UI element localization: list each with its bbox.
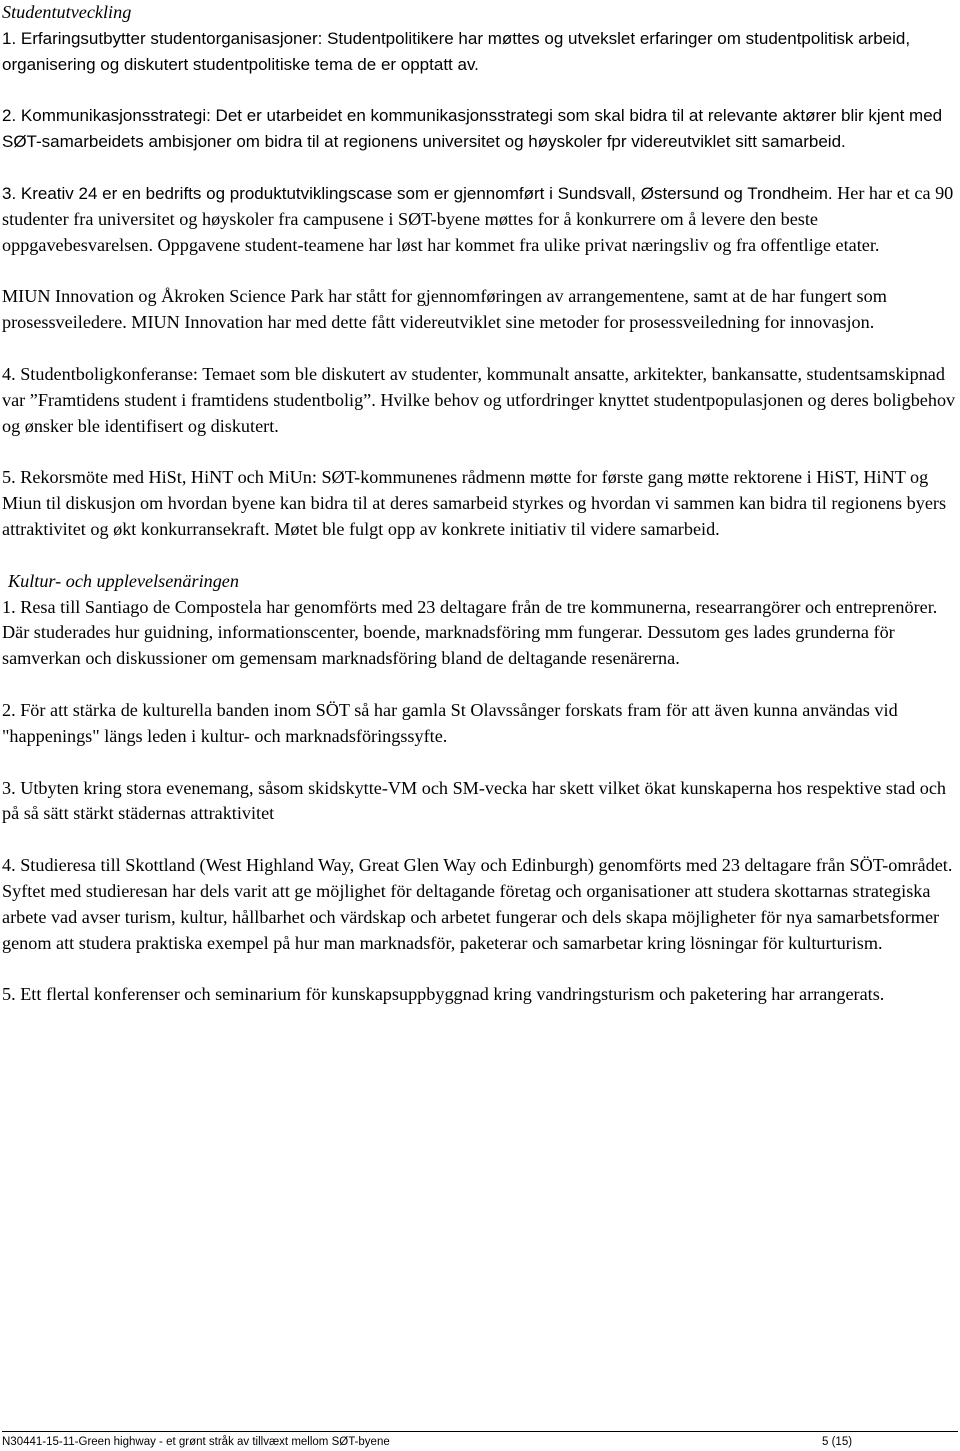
- paragraph-text: 4. Studentboligkonferanse: Temaet som ble diskutert av studenter, kommunalt ansatte, arkitekter, bankansatte, studentsamskipnad var ”Framtidens student i framtidens studentbolig”. Hvilke behov og utfordringer knyttet studentpopulasjonen og deres boligbehov og ønsker ble identifisert og diskutert.: [2, 363, 956, 436]
- footer-document-reference: N30441-15-11-Green highway - et grønt stråk av tillvæxt mellom SØT-byene: [2, 1436, 390, 1448]
- paragraph-text: 5. Rekorsmöte med HiSt, HiNT och MiUn: SØT-kommunenes rådmenn møtte for første gang møtte rektorene i HiST, HiNT og Miun til diskusjon om hvordan byene kan bidra til at deres samarbeid styrkes og hvordan vi sammen kan bidra til regionens byers attraktivitet og økt konkurransekraft. Møtet ble fulgt opp av konkrete initiativ til videre samarbeid.: [2, 467, 947, 539]
- document-body: [2, 0, 958, 1008]
- paragraph-student-miun: [2, 284, 958, 336]
- paragraph-text: 2. För att stärka de kulturella banden inom SÖT så har gamla St Olavssånger forskats fram för att även kunna användas vid "happenings" längs leden i kultur- och marknadsföringssyfte.: [2, 699, 898, 746]
- paragraph-student-1: [2, 26, 958, 78]
- section-title-studentutveckling: Studentutveckling: [2, 2, 132, 22]
- paragraph-kultur-5: [2, 982, 958, 1008]
- paragraph-student-3: [2, 181, 958, 258]
- footer-page-number: 5 (15): [822, 1436, 853, 1448]
- section-title-kultur: Kultur- och upplevelsenäringen: [8, 570, 239, 591]
- paragraph-text-serif: Her har et ca 90 studenter fra universitet og høyskoler fra campusene i SØT-byene møttes for å konkurrere om å levere den beste oppgavebesvarelsen. Oppgavene student-teamene har løst har kommet fra ulike privat næringsliv og fra offentlige etater.: [2, 182, 954, 255]
- paragraph-student-2: [2, 103, 958, 155]
- paragraph-text: 1. Resa till Santiago de Compostela har genomförts med 23 deltagare från de tre kommunerna, researrangörer och entreprenörer. Där studerades hur guidning, informationscenter, boende, marknadsföring mm fungerar. Dessutom ges lades grunderna för samverkan och diskussioner om gemensam marknadsföring bland de deltagande resenärerna.: [2, 596, 938, 669]
- paragraph-student-5: [2, 465, 958, 542]
- paragraph-text: 4. Studieresa till Skottland (West Highland Way, Great Glen Way och Edinburgh) genomförts med 23 deltagare från SÖT-området. Syftet med studieresan har dels varit att ge möjlighet för deltagande företag och organisationer att studera skottarnas strategiska arbete vad avser turism, kultur, hållbarhet och värdskap och arbetet fungerar och dels skapa möjligheter för nya samarbetsformer genom att studera praktiska exempel på hur man marknadsför, paketerar och samarbetar kring lösningar för kulturturism.: [2, 855, 953, 953]
- paragraph-kultur-3: [2, 776, 958, 828]
- paragraph-student-4: [2, 362, 958, 439]
- paragraph-text: 5. Ett flertal konferenser och seminarium för kunskapsuppbyggnad kring vandringsturism och paketering har arrangerats.: [2, 984, 885, 1005]
- page-footer: [2, 1431, 958, 1448]
- paragraph-text: 1. Erfaringsutbytter studentorganisasjoner: Studentpolitikere har møttes og utvekslet erfaringer om studentpolitisk arbeid, organisering og diskutert studentpolitiske tema de er opptatt av.: [2, 28, 911, 74]
- paragraph-text: MIUN Innovation og Åkroken Science Park har stått for gjennomføringen av arrangementene, samt at de har fungert som prosessveiledere. MIUN Innovation har med dette fått videreutviklet sine metoder for prosessveiledning for innovasjon.: [2, 286, 887, 333]
- paragraph-text: 3. Utbyten kring stora evenemang, såsom skidskytte-VM och SM-vecka har skett vilket ökat kunskaperna hos respektive stad och på så sätt stärkt städernas attraktivitet: [2, 777, 947, 824]
- paragraph-text: 2. Kommunikasjonsstrategi: Det er utarbeidet en kommunikasjonsstrategi som skal bidra til at relevante aktører blir kjent med SØT-samarbeidets ambisjoner om bidra til at regionens universitet og høyskoler fpr videreutviklet sitt samarbeid.: [2, 106, 943, 152]
- paragraph-kultur-1: [2, 595, 958, 672]
- paragraph-kultur-2: [2, 698, 958, 750]
- paragraph-kultur-4: [2, 853, 958, 956]
- paragraph-text-sans: 3. Kreativ 24 er en bedrifts og produktutviklingscase som er gjennomført i Sundsvall, Østersund og Trondheim.: [2, 183, 833, 203]
